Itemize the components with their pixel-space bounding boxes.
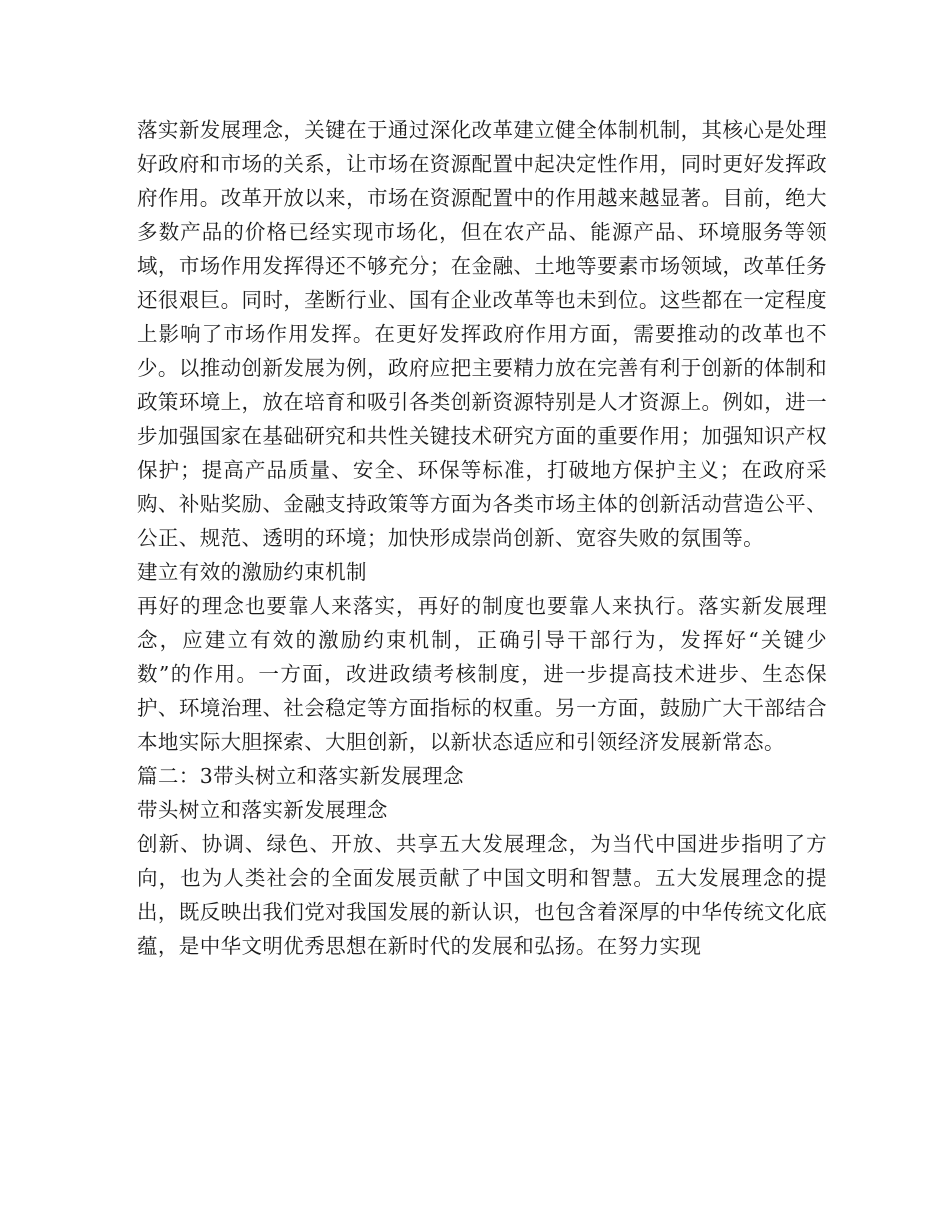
paragraph-five-concepts: 创新、协调、绿色、开放、共享五大发展理念，为当代中国进步指明了方向，也为人类社会的全面发展贡献了中国文明和智慧。五大发展理念的提出，既反映出我们党对我国发展的新认识，也包含着深厚的中华传统文化底蕴，是中华文明优秀思想在新时代的发展和弘扬。在努力实现: [137, 832, 827, 958]
section-heading-incentive: 建立有效的激励约束机制: [137, 560, 367, 584]
document-body: [137, 113, 827, 963]
chapter-heading-part-two: 篇二：3带头树立和落实新发展理念: [137, 764, 464, 788]
paragraph-market-reform: 落实新发展理念，关键在于通过深化改革建立健全体制机制，其核心是处理好政府和市场的关系，让市场在资源配置中起决定性作用，同时更好发挥政府作用。改革开放以来，市场在资源配置中的作用越来越显著。目前，绝大多数产品的价格已经实现市场化，但在农产品、能源产品、环境服务等领域，市场作用发挥得还不够充分；在金融、土地等要素市场领域，改革任务还很艰巨。同时，垄断行业、国有企业改革等也未到位。这些都在一定程度上影响了市场作用发挥。在更好发挥政府作用方面，需要推动的改革也不少。以推动创新发展为例，政府应把主要精力放在完善有利于创新的体制和政策环境上，放在培育和吸引各类创新资源特别是人才资源上。例如，进一步加强国家在基础研究和共性关键技术研究方面的重要作用；加强知识产权保护；提高产品质量、安全、环保等标准，打破地方保护主义；在政府采购、补贴奖励、金融支持政策等方面为各类市场主体的创新活动营造公平、公正、规范、透明的环境；加快形成崇尚创新、宽容失败的氛围等。: [137, 118, 827, 550]
chapter-title: 带头树立和落实新发展理念: [137, 798, 388, 822]
paragraph-incentive-mechanism: 再好的理念也要靠人来落实，再好的制度也要靠人来执行。落实新发展理念，应建立有效的激励约束机制，正确引导干部行为，发挥好“关键少数”的作用。一方面，改进政绩考核制度，进一步提高技术进步、生态保护、环境治理、社会稳定等方面指标的权重。另一方面，鼓励广大干部结合本地实际大胆探索、大胆创新，以新状态适应和引领经济发展新常态。: [137, 594, 827, 754]
